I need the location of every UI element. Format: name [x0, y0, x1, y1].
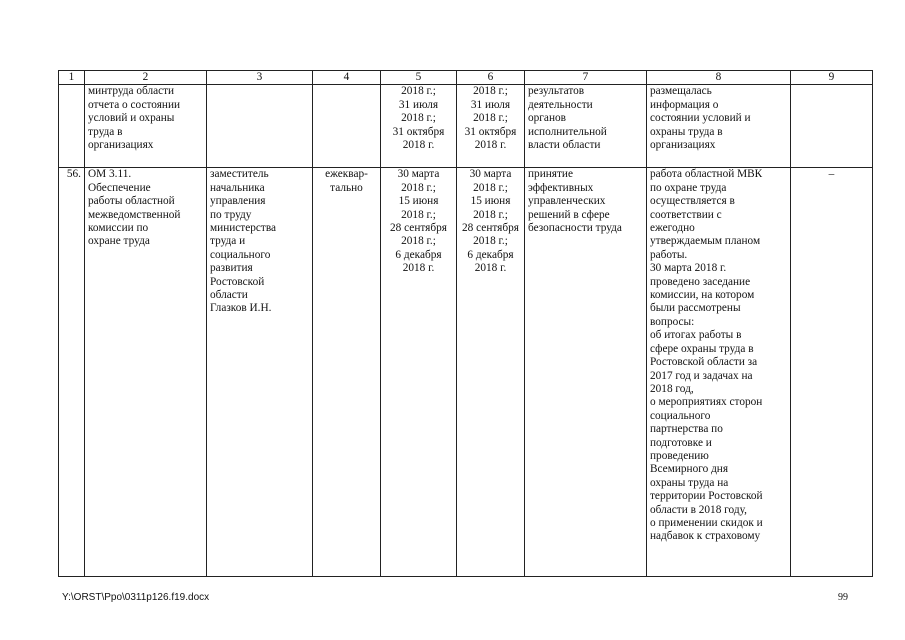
footer-file-path: Y:\ORST\Ppo\0311p126.f19.docx [62, 592, 210, 603]
header-cell: 9 [791, 71, 873, 85]
measure-name-cell: минтруда области отчета о состоянии условий и охраны труда в организациях [85, 85, 207, 168]
header-cell: 2 [85, 71, 207, 85]
planned-date-cell: 2018 г.; 31 июля 2018 г.; 31 октября 2018 г. [381, 85, 457, 168]
header-cell: 5 [381, 71, 457, 85]
planned-date-cell: 30 марта 2018 г.; 15 июня 2018 г.; 28 сентября 2018 г.; 6 декабря 2018 г. [381, 168, 457, 577]
actual-result-cell: работа областной МВК по охране труда осуществляется в соответствии с ежегодно утверждаемым планом работы. 30 марта 2018 г. проведено заседание комиссии, на котором были рассмотрены вопросы: об итогах работы в сфере охраны труда в Ростовской области за 2017 год и задачах на 2018 год, о мероприятиях сторон социального партнерства по подготовке и проведению Всемирного дня охраны труда на территории Ростовской области в 2018 году, о применении скидок и надбавок к страховому [647, 168, 791, 577]
header-cell: 7 [525, 71, 647, 85]
expected-result-cell: результатов деятельности органов исполнительной власти области [525, 85, 647, 168]
frequency-cell [313, 85, 381, 168]
actual-date-cell: 30 марта 2018 г.; 15 июня 2018 г.; 28 сентября 2018 г.; 6 декабря 2018 г. [457, 168, 525, 577]
header-cell: 4 [313, 71, 381, 85]
measure-name-cell: ОМ 3.11. Обеспечение работы областной межведомственной комиссии по охране труда [85, 168, 207, 577]
notes-cell [791, 85, 873, 168]
table-row [59, 168, 873, 577]
responsible-cell: заместитель начальника управления по труду министерства труда и социального развития Ростовской области Глазков И.Н. [207, 168, 313, 577]
notes-cell: – [791, 168, 873, 577]
frequency-cell: ежеквар- тально [313, 168, 381, 577]
document-table [58, 70, 873, 577]
header-cell: 8 [647, 71, 791, 85]
header-cell: 6 [457, 71, 525, 85]
row-number-cell: 56. [59, 168, 85, 577]
header-cell: 1 [59, 71, 85, 85]
actual-date-cell: 2018 г.; 31 июля 2018 г.; 31 октября 2018 г. [457, 85, 525, 168]
row-number-cell [59, 85, 85, 168]
expected-result-cell: принятие эффективных управленческих решений в сфере безопасности труда [525, 168, 647, 577]
header-cell: 3 [207, 71, 313, 85]
responsible-cell [207, 85, 313, 168]
column-number-row [59, 71, 873, 85]
page-number: 99 [838, 592, 848, 603]
actual-result-cell: размещалась информация о состоянии условий и охраны труда в организациях [647, 85, 791, 168]
table-row [59, 85, 873, 168]
